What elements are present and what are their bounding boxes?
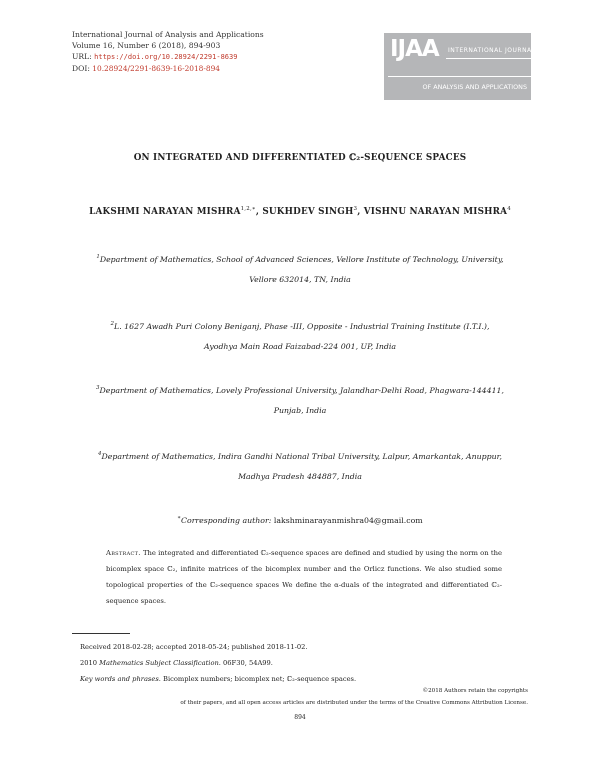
doi-label: DOI: [72, 64, 90, 73]
affiliation [72, 315, 528, 356]
journal-url-line [72, 51, 264, 63]
corresponding-marker: ∗ [177, 515, 182, 521]
affiliation-line2: Madhya Pradesh 484887, India [238, 471, 362, 481]
affiliation [72, 248, 528, 289]
corresponding-author [0, 515, 600, 525]
affiliation-number: 4 [98, 451, 102, 457]
paper-title: ON INTEGRATED AND DIFFERENTIATED ℂ₂-SEQUENCE SPACES [133, 153, 467, 163]
logo-divider [446, 58, 531, 59]
footnote-received: Received 2018-02-28; accepted 2018-05-24; published 2018-11-02. [80, 643, 308, 651]
affiliation-number: 3 [96, 385, 100, 391]
author-separator: , [255, 207, 263, 217]
abstract-text: The integrated and differentiated ℂ₂-sequence spaces are defined and studied by using the norm on the bicomplex space ℂ₂, infinite matrices of the bicomplex number and the Orlicz functions. We also studied some topological properties of the ℂ₂-sequence spaces We define the α-duals of the integrated and differentiated ℂ₂-sequence spaces. [106, 549, 502, 605]
url-link[interactable]: https://doi.org/10.28924/2291-8639 [94, 53, 238, 61]
footnote-keywords [80, 674, 356, 685]
affiliation-line1: Department of Mathematics, Indira Gandhi National Tribal University, Lalpur, Amarkantak, Anuppur, [101, 452, 502, 461]
msc-codes: 06F30, 54A99. [223, 659, 273, 667]
affiliation-line1: Department of Mathematics, School of Advanced Sciences, Vellore Institute of Technology, University, [99, 255, 504, 264]
copyright-line2: of their papers, and all open access articles are distributed under the terms of the Creative Commons Attribution License. [180, 700, 528, 706]
journal-volume: Volume 16, Number 6 (2018), 894-903 [72, 41, 221, 50]
author-separator: , [357, 207, 364, 217]
keywords-label: Key words and phrases. [80, 675, 161, 683]
corresponding-label: Corresponding author: [181, 516, 272, 525]
journal-header [72, 29, 264, 74]
journal-logo [384, 33, 536, 100]
affiliation-line1: Department of Mathematics, Lovely Professional University, Jalandhar-Delhi Road, Phagwara-144411, [99, 386, 504, 395]
author-list [0, 206, 600, 217]
msc-year: 2010 [80, 659, 98, 667]
footnote-rule [72, 633, 130, 634]
journal-name: International Journal of Analysis and Applications [72, 30, 264, 39]
footnote-msc [80, 658, 273, 669]
logo-divider-long [388, 76, 531, 77]
logo-abbrev: IJAA [390, 36, 439, 62]
abstract [106, 545, 502, 609]
author-affil-marker: 3 [353, 206, 358, 212]
msc-label: Mathematics Subject Classification. [99, 659, 221, 667]
author-name: LAKSHMI NARAYAN MISHRA [89, 207, 241, 217]
affiliation-line2: Punjab, India [273, 405, 327, 415]
url-label: URL: [72, 52, 92, 61]
author-affil-marker: 1,2,∗ [240, 206, 256, 212]
affiliation-number: 1 [96, 254, 100, 260]
affiliation [72, 379, 528, 420]
copyright-line1: ©2018 Authors retain the copyrights [422, 688, 528, 694]
abstract-heading: Abstract. [106, 549, 141, 557]
affiliation-line1: L. 1627 Awadh Puri Colony Beniganj, Phase -III, Opposite - Industrial Training Institute (I.T.I.), [114, 322, 490, 331]
keywords-text: Bicomplex numbers; bicomplex net; ℂ₂-sequence spaces. [163, 675, 357, 683]
doi-link[interactable]: 10.28924/2291-8639-16-2018-894 [92, 64, 220, 73]
corresponding-email[interactable]: lakshminarayanmishra04@gmail.com [273, 516, 423, 525]
logo-line1: INTERNATIONAL JOURNAL [448, 47, 536, 54]
author-affil-marker: 4 [507, 206, 511, 212]
affiliation-line2: Ayodhya Main Road Faizabad-224 001, UP, India [204, 341, 396, 351]
logo-line2: OF ANALYSIS AND APPLICATIONS [422, 83, 527, 91]
journal-doi-line [72, 63, 264, 74]
affiliation-number: 2 [110, 321, 115, 327]
affiliation-line2: Vellore 632014, TN, India [249, 274, 351, 284]
author-name: VISHNU NARAYAN MISHRA [363, 207, 508, 217]
author-name: SUKHDEV SINGH [262, 207, 354, 217]
page-number: 894 [294, 714, 306, 721]
affiliation [72, 445, 528, 486]
